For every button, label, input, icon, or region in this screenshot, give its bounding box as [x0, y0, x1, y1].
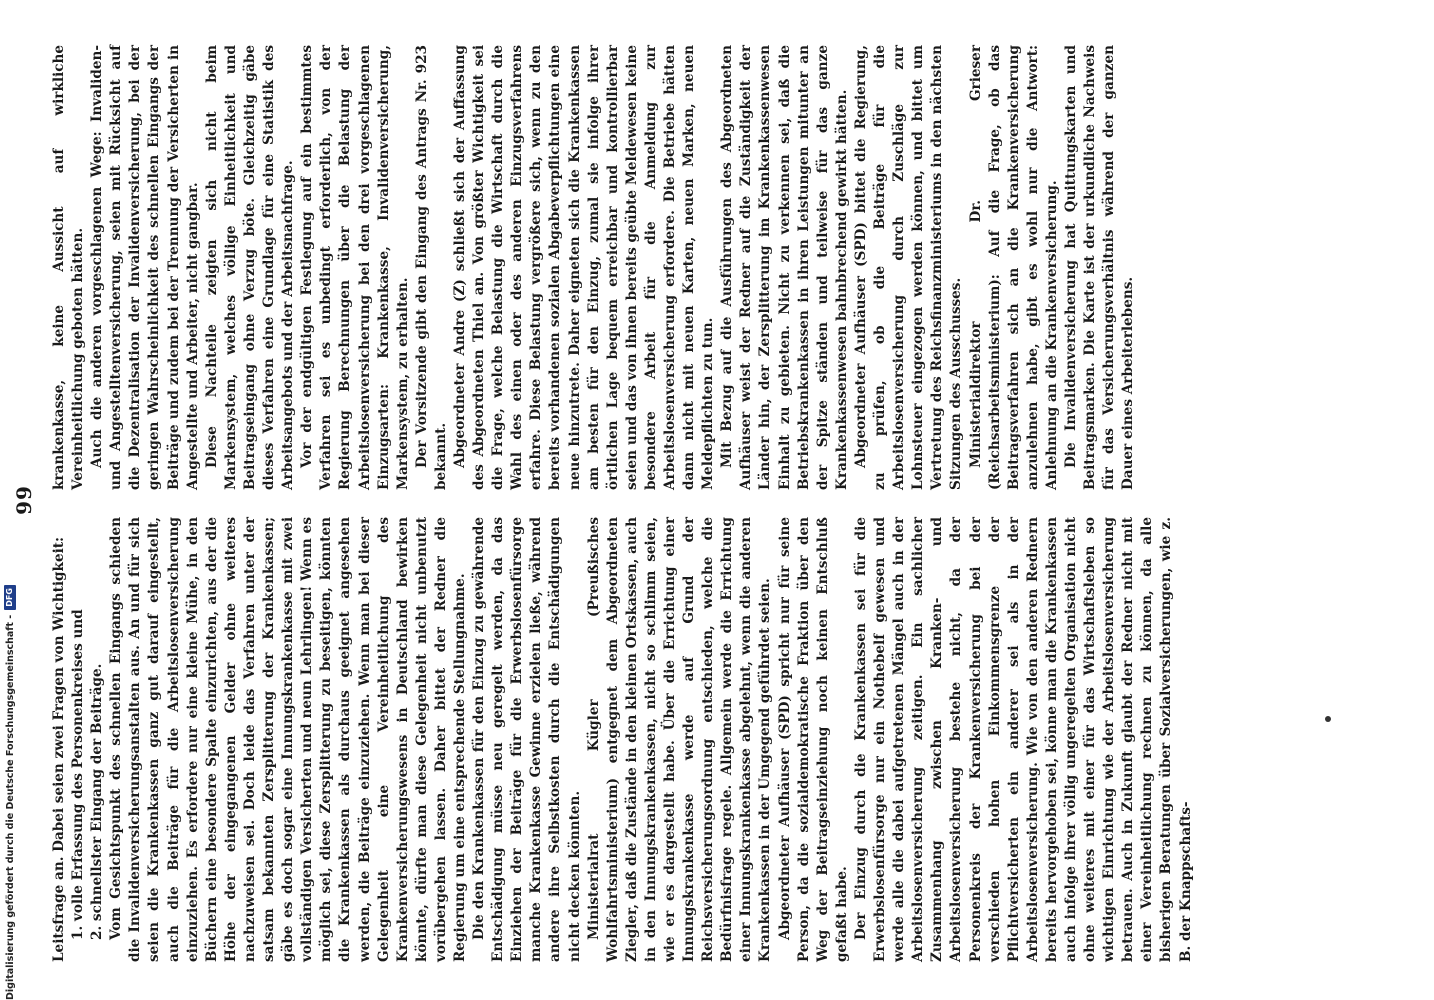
paragraph: Diese Nachteile zeigten sich nicht beim Markensystem, welches völlige Einheitlichkeit und Beitragseingang ohne Verzug böte. Gleichzeitig gäbe dieses Verfahren eine Grundlage für eine Statistik des Arbeitsangebots und der Arbeitsnachfrage.	[203, 45, 297, 490]
paragraph: Mit Bezug auf die Ausführungen des Abgeordneten Aufhäuser weist der Redner auf die Zuständigkeit der Länder hin, der Zersplitterung im Krankenkassenwesen Einhalt zu gebieten. Nicht zu verkennen sei, daß die Betriebskrankenkassen in ihren Leistungen mitunter an der Spitze ständen und teilweise für das ganze Krankenkassenwesen bahnbrechend gewirkt hätten.	[719, 45, 850, 490]
ink-mark	[1325, 716, 1331, 722]
paragraph: Die den Krankenkassen für den Einzug zu gewährende Entschädigung müsse neu geregelt werden, da das Einziehen der Beiträge für die Erwerbslosenfürsorge manche Krankenkasse Gewinne erzielen ließe, während andere ihre Selbstkosten durch die Entschädigungen nicht decken könnten.	[471, 517, 583, 962]
paragraph: Abgeordneter Andre (Z) schließt sich der Auffassung des Abgeordneten Thiel an. Von größter Wichtigkeit sei die Frage, welche Belastung die Wirtschaft durch die Wahl des einen oder des anderen Einzugsverfahrens erfahre. Diese Belastung vergrößere sich, wenn zu den bereits vorhandenen sozialen Abgabeverpflichtungen eine neue hinzutrete. Daher eigneten sich die Krankenkassen am besten für den Einzug, zumal sie infolge ihrer örtlichen Lage bequem erreichbar und kontrollierbar seien und das von ihnen bereits geübte Meldewesen keine besondere Arbeit für die Anmeldung zur Arbeitslosenversicherung erfordere. Die Betriebe hätten dann nicht mit neuen Karten, neuen Marken, neuen Meldepflichten zu tun.	[451, 45, 717, 490]
paragraph: Auch die anderen vorgeschlagenen Wege: Invaliden- und Angestelltenversicherung, seien mit Rücksicht auf die Dezentralisation der Invalidenversicherung, bei der geringen Wahrscheinlichkeit des schnellen Eingangs der Beiträge und zudem bei der Trennung der Versicherten in Angestellte und Arbeiter, nicht gangbar.	[89, 45, 201, 490]
paragraph: krankenkasse, keine Aussicht auf wirkliche Vereinheitlichung geboten hätten.	[51, 45, 87, 490]
text-column-left	[50, 517, 1350, 962]
paragraph: Ministerialdirektor Dr. Grieser (Reichsarbeitsministerium): Auf die Frage, ob das Beitragsverfahren sich an die Krankenversicherung anzulehnen habe, gibt es wohl nur die Antwort: Anlehnung an die Krankenversicherung.	[967, 45, 1060, 490]
credit-text: Digitalisierung gefördert durch die Deutsche Forschungsgemeinschaft -	[4, 614, 16, 1000]
paragraph: Abgeordneter Aufhäuser (SPD) spricht nur für seine Person, da die sozialdemokratische Fraktion über den Weg der Beitragseinziehung noch keinen Entschluß gefaßt habe.	[776, 517, 850, 962]
paragraph: Leitsfrage an. Dabei seien zwei Fragen von Wichtigkeit:	[51, 536, 67, 962]
text-column-right	[50, 45, 1350, 490]
page-number: 99	[12, 485, 36, 515]
paragraph: Die Invalidenversicherung hat Quittungskarten und Beitragsmarken. Die Karte ist der urkundliche Nachweis für das Versicherungsverhältnis während der ganzen Dauer eines Arbeiterlebens.	[1062, 45, 1137, 490]
paragraph: Ministerialrat Kügler (Preußisches Wohlfahrtsministerium) entgegnet dem Abgeordneten Ziegler, daß die Zustände in den kleinen Ortskassen, auch in den Innungskrankenkassen, nicht so schlimm seien, wie er es dargestellt habe. Über die Errichtung einer Innungskrankenkasse werde auf Grund der Reichsversicherungsordnung entschieden, welche die Bedürfnisfrage regele. Allgemein werde die Errichtung einer Innungskrankenkasse abgelehnt, wenn die anderen Krankenkassen in der Umgegend geführdet seien.	[585, 517, 774, 962]
paragraph: Vor der endgültigen Festlegung auf ein bestimmtes Verfahren sei es unbedingt erforderlich, von der Regierung Berechnungen über die Belastung der Arbeitslosenversicherung bei den drei vorgeschlagenen Einzugsarten: Krankenkasse, Invalidenversicherung, Markensystem, zu erhalten.	[299, 45, 411, 490]
paragraph: 2. schnellster Eingang der Beiträge.	[89, 663, 106, 940]
paragraph: Abgeordneter Aufhäuser (SPD) bittet die Regierung, zu prüfen, ob die Beiträge für die Arbeitslosenversicherung durch Zuschläge zur Lohnsteuer eingezogen werden können, und bittet um Vertretung des Reichsfinanzministeriums in den nächsten Sitzungen des Ausschusses.	[852, 45, 965, 490]
digitization-credit	[3, 0, 17, 1000]
paragraph: Vom Gesichtspunkt des schnellen Eingangs schieden die Invalidenversicherungsanstalten aus. An und für sich seien die Krankenkassen ganz gut darauf eingestellt, auch die Beiträge für die Arbeitslosenversicherung einzuziehen. Es erfordere nur eine kleine Mühe, in den Büchern eine besondere Spalte einzurichten, aus der die Höhe der eingegangenen Gelder ohne weiteres nachzuweisen sei. Doch leide das Verfahren unter der satsam bekannten Zersplitterung der Krankenkassen; gäbe es doch sogar eine Innungskrankenkasse mit zwei vollständigen Versicherten und neun Lehrlingen! Wenn es möglich sei, diese Zersplitterung zu beseitigen, könnten die Krankenkassen als durchaus geeignet angesehen werden, die Beiträge einzuziehen. Wenn man bei dieser Gelegenheit eine Vereinheitlichung des Krankenversicherungswesens in Deutschland bewirken könnte, dürfte man diese Gelegenheit nicht unbenutzt vorübergehen lassen. Daher bittet der Redner die Regierung um eine entsprechende Stellungnahme.	[108, 517, 468, 962]
dfg-logo: DFG	[4, 585, 16, 610]
paragraph: Der Vorsitzende gibt den Eingang des Antrags Nr. 923 bekannt.	[413, 45, 449, 490]
paragraph: Der Einzug durch die Krankenkassen sei für die Erwerbslosenfürsorge nur ein Nothebelf gewesen und werde alle die dabei aufgetretenen Mängel auch in der Arbeitslosenversicherung zeitigen. Ein sachlicher Zusammenhang zwischen Kranken- und Arbeitslosenversicherung bestehe nicht, da der Personenkreis der Krankenversicherung bei der verschieden hohen Einkommensgrenze der Pflichtversicherten ein anderer sei als in der Arbeitslosenversicherung. Wie von den anderen Rednern bereits hervorgehoben sei, könne man die Krankenkassen auch infolge ihrer völlig ungeregelten Organisation nicht ohne weiteres mit einer für das Wirtschaftsleben so wichtigen Einrichtung wie der Arbeitslosenversicherung betrauen. Auch in Zukunft glaubt der Redner nicht mit einer Vereinheitlichung rechnen zu können, da alle bisherigen Beratungen über Sozialversicherungen, wie z. B. der Knappschafts-	[852, 517, 1194, 962]
paragraph: 1. volle Erfassung des Personenkreises und	[70, 609, 87, 940]
